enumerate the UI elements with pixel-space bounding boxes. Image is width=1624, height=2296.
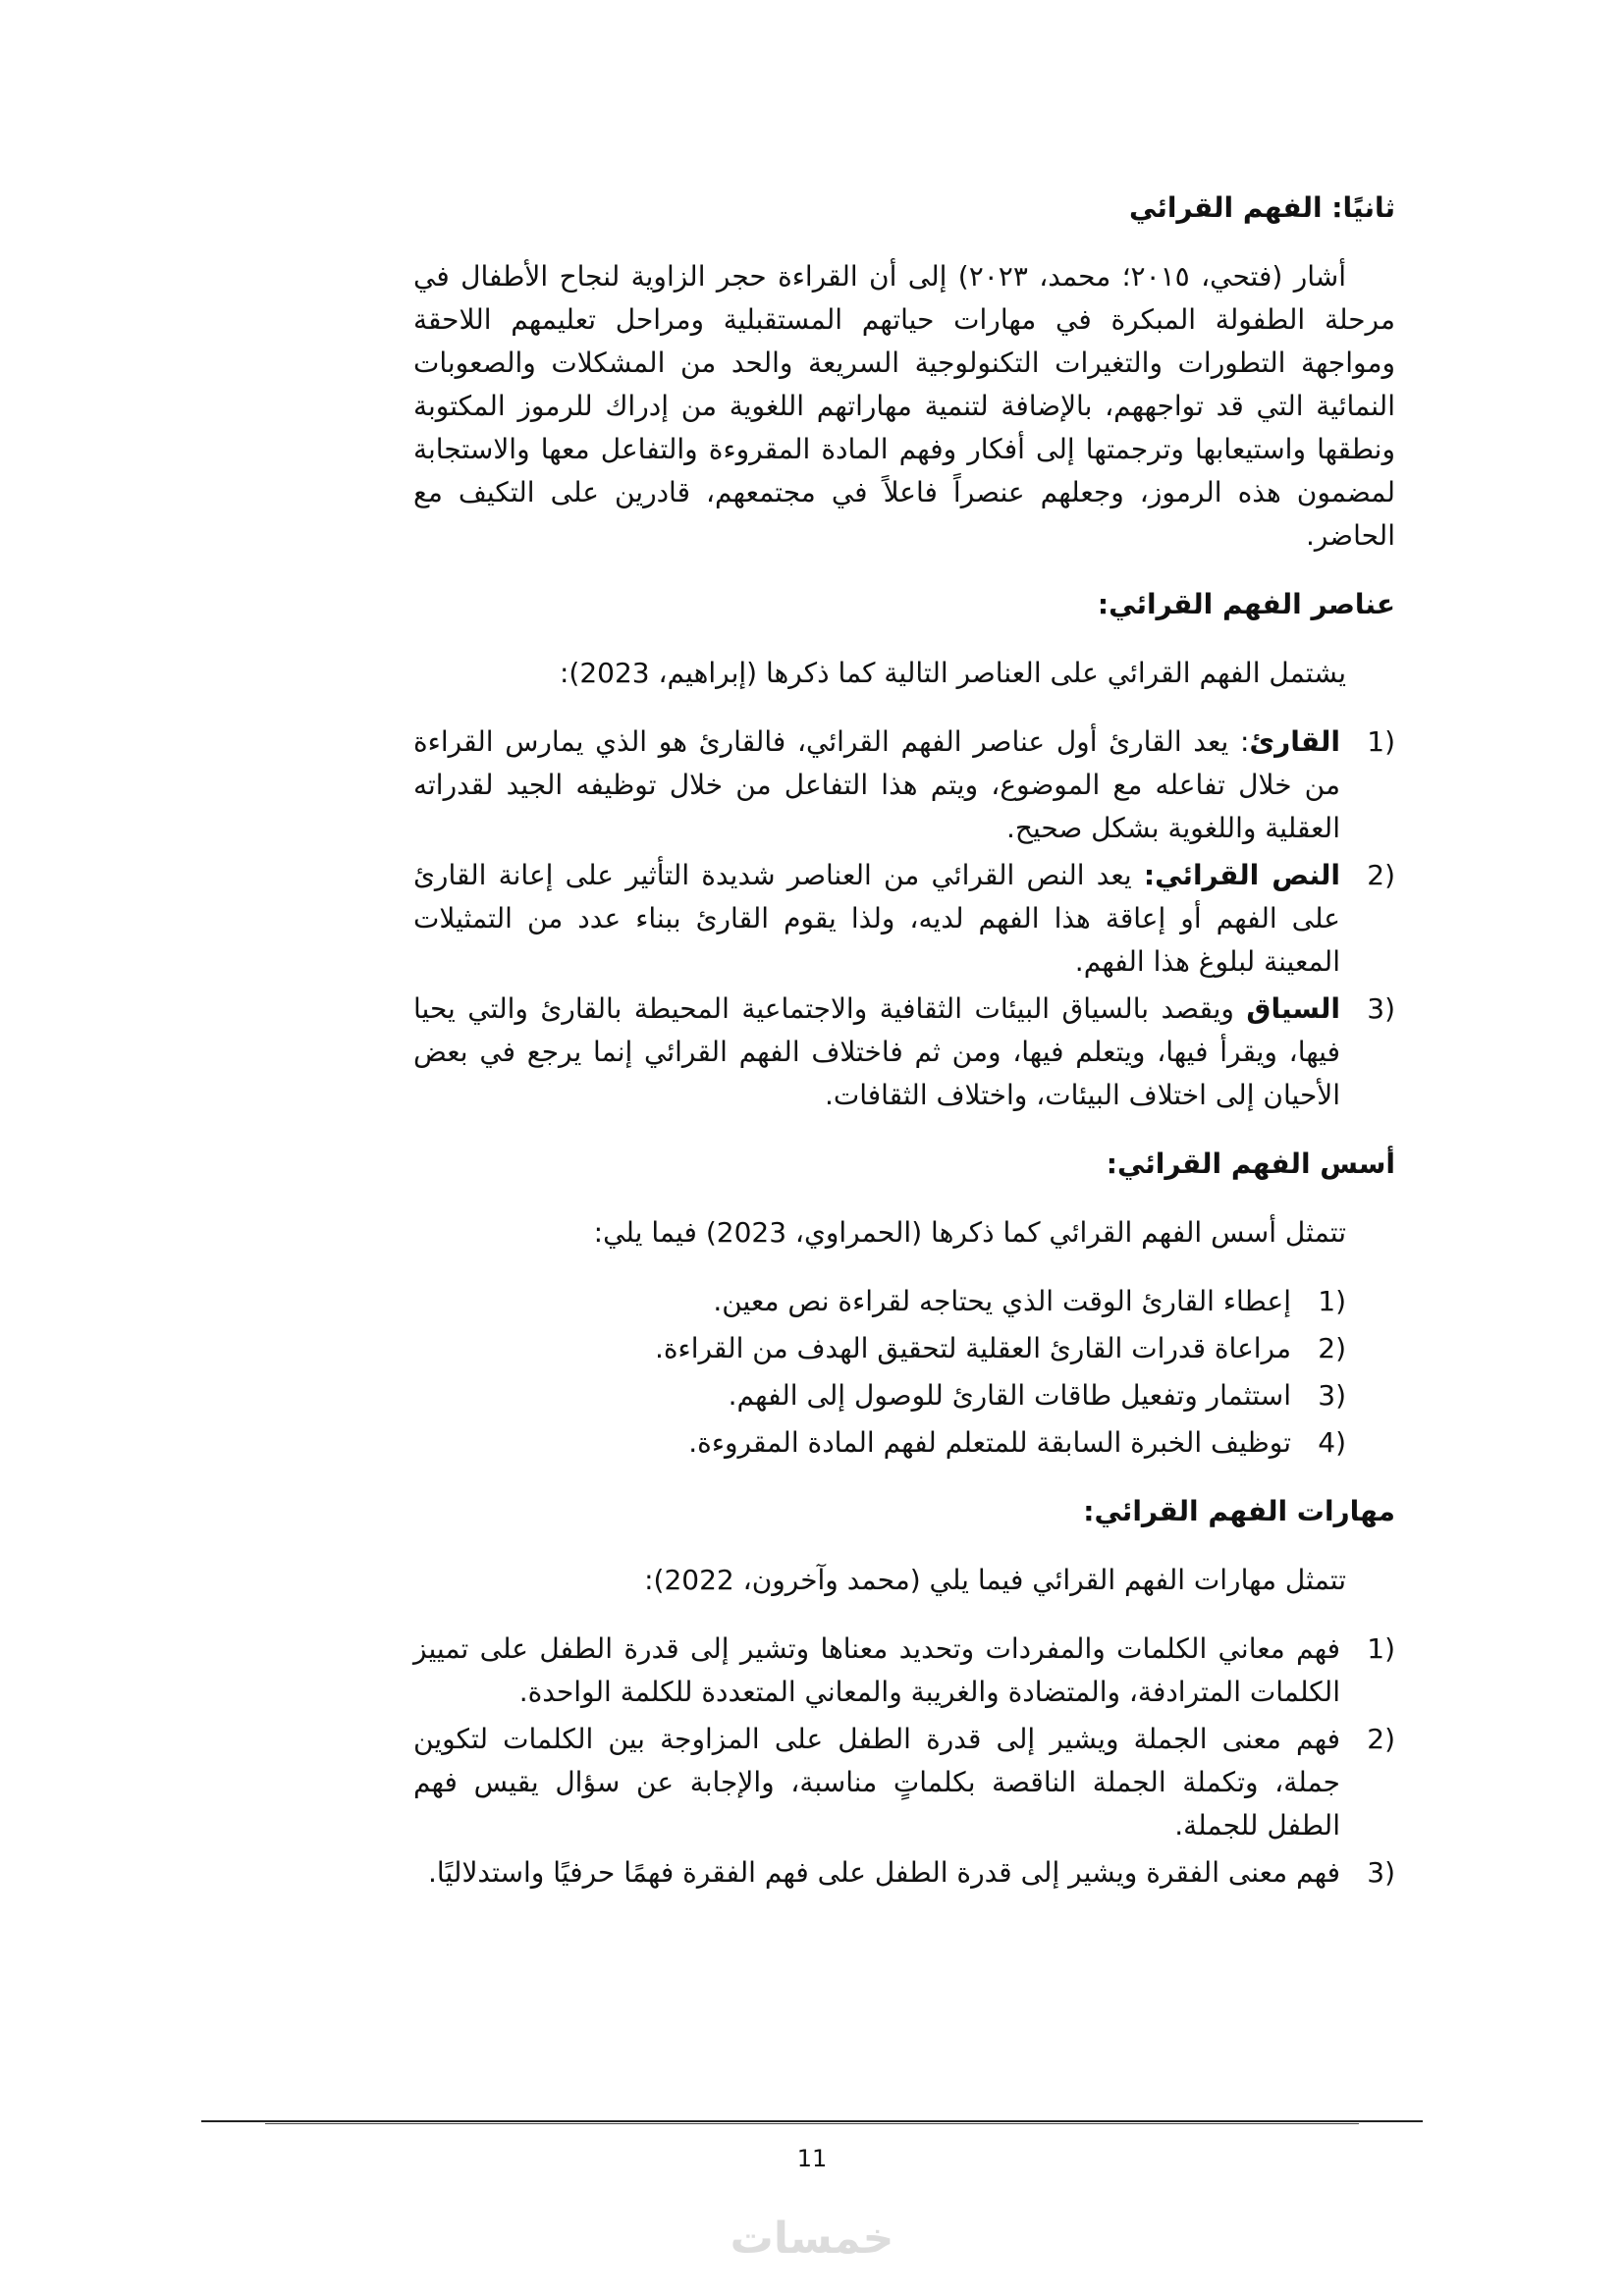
- section-heading-reading-comprehension: ثانيًا: الفهم القرائي: [1128, 191, 1395, 224]
- list-item: [413, 1421, 1346, 1465]
- list-number: 1): [1367, 1632, 1395, 1665]
- list-text: فهم معنى الجملة ويشير إلى قدرة الطفل على المزاوجة بين الكلمات لتكوين جملة، وتكملة الجملة الناقصة بكلماتٍ مناسبة، والإجابة عن سؤال يقيس فهم الطفل للجملة.: [413, 1723, 1340, 1842]
- list-text: ويقصد بالسياق البيئات الثقافية والاجتماعية المحيطة بالقارئ والتي يحيا فيها، ويقرأ فيها، ويتعلم فيها، ومن ثم فاختلاف الفهم القرائي إنما يرجع في بعض الأحيان إلى اختلاف البيئات، واختلاف الثقافات.: [413, 992, 1340, 1111]
- list-number: 1): [1367, 725, 1395, 758]
- list-text: فهم معنى الفقرة ويشير إلى قدرة الطفل على فهم الفقرة فهمًا حرفيًا واستدلاليًا.: [428, 1856, 1340, 1889]
- section-heading-elements: عناصر الفهم القرائي:: [1097, 588, 1395, 620]
- list-number: 3): [1367, 1856, 1395, 1889]
- foundations-intro: تتمثل أسس الفهم القرائي كما ذكرها (الحمراوي، 2023) فيما يلي:: [593, 1216, 1346, 1249]
- skills-intro: تتمثل مهارات الفهم القرائي فيما يلي (محمد وآخرون، 2022):: [644, 1564, 1346, 1596]
- footer-divider: [201, 2120, 1423, 2122]
- list-number: 2): [1367, 859, 1395, 891]
- list-number: 2): [1367, 1723, 1395, 1755]
- list-item: [413, 1280, 1346, 1323]
- list-number: 3): [1367, 992, 1395, 1025]
- list-item: [413, 721, 1395, 850]
- list-text: فهم معاني الكلمات والمفردات وتحديد معناها وتشير إلى قدرة الطفل على تمييز الكلمات المترادفة، والمتضادة والغريبة والمعاني المتعددة للكلمة الواحدة.: [413, 1632, 1340, 1708]
- list-term: السياق: [1246, 992, 1340, 1025]
- elements-intro: يشتمل الفهم القرائي على العناصر التالية كما ذكرها (إبراهيم، 2023):: [559, 657, 1346, 689]
- list-text: توظيف الخبرة السابقة للمتعلم لفهم المادة المقروءة.: [688, 1426, 1291, 1459]
- list-term: النص القرائي:: [1143, 859, 1340, 891]
- footer-divider-inner: [265, 2123, 1359, 2124]
- skills-list: [413, 1628, 1395, 1895]
- list-text: : يعد القارئ أول عناصر الفهم القرائي، فالقارئ هو الذي يمارس القراءة من خلال تفاعله مع الموضوع، ويتم هذا التفاعل من خلال توظيفه الجيد لقدراته العقلية واللغوية بشكل صحيح.: [413, 725, 1340, 844]
- list-number: 4): [1318, 1426, 1346, 1459]
- list-item: [413, 1628, 1395, 1714]
- document-page: [413, 187, 1395, 1920]
- list-item: [413, 1851, 1395, 1895]
- list-item: [413, 988, 1395, 1117]
- list-item: [413, 1374, 1346, 1417]
- section-heading-skills: مهارات الفهم القرائي:: [1083, 1495, 1395, 1527]
- list-text: استثمار وتفعيل طاقات القارئ للوصول إلى الفهم.: [728, 1379, 1291, 1412]
- list-number: 2): [1318, 1332, 1346, 1364]
- foundations-list: [413, 1280, 1395, 1465]
- list-item: [413, 1718, 1395, 1847]
- section-heading-foundations: أسس الفهم القرائي:: [1106, 1148, 1395, 1180]
- list-number: 3): [1318, 1379, 1346, 1412]
- list-text: يعد النص القرائي من العناصر شديدة التأثير على إعانة القارئ على الفهم أو إعاقة هذا الفهم لديه، ولذا يقوم القارئ ببناء عدد من التمثيلات المعينة لبلوغ هذا الفهم.: [413, 859, 1340, 978]
- list-text: مراعاة قدرات القارئ العقلية لتحقيق الهدف من القراءة.: [654, 1332, 1291, 1364]
- watermark-logo: خمسات: [730, 2214, 894, 2264]
- list-item: [413, 1327, 1346, 1370]
- list-number: 1): [1318, 1285, 1346, 1317]
- list-item: [413, 854, 1395, 984]
- intro-paragraph: أشار (فتحي، ٢٠١٥؛ محمد، ٢٠٢٣) إلى أن القراءة حجر الزاوية لنجاح الأطفال في مرحلة الطفولة المبكرة في مهارات حياتهم المستقبلية ومراحل تعليمهم اللاحقة ومواجهة التطورات والتغيرات التكنولوجية السريعة والحد من المشكلات والصعوبات النمائية التي قد تواجههم، بالإضافة لتنمية مهاراتهم اللغوية من إدراك للرموز المكتوبة ونطقها واستيعابها وترجمتها إلى أفكار وفهم المادة المقروءة والتفاعل معها والاستجابة لمضمون هذه الرموز، وجعلهم عنصراً فاعلاً في مجتمعهم، قادرين على التكيف مع الحاضر.: [413, 260, 1395, 552]
- page-number: 11: [796, 2145, 828, 2172]
- elements-list: [413, 721, 1395, 1117]
- list-text: إعطاء القارئ الوقت الذي يحتاجه لقراءة نص معين.: [713, 1285, 1291, 1317]
- list-term: القارئ: [1249, 725, 1340, 758]
